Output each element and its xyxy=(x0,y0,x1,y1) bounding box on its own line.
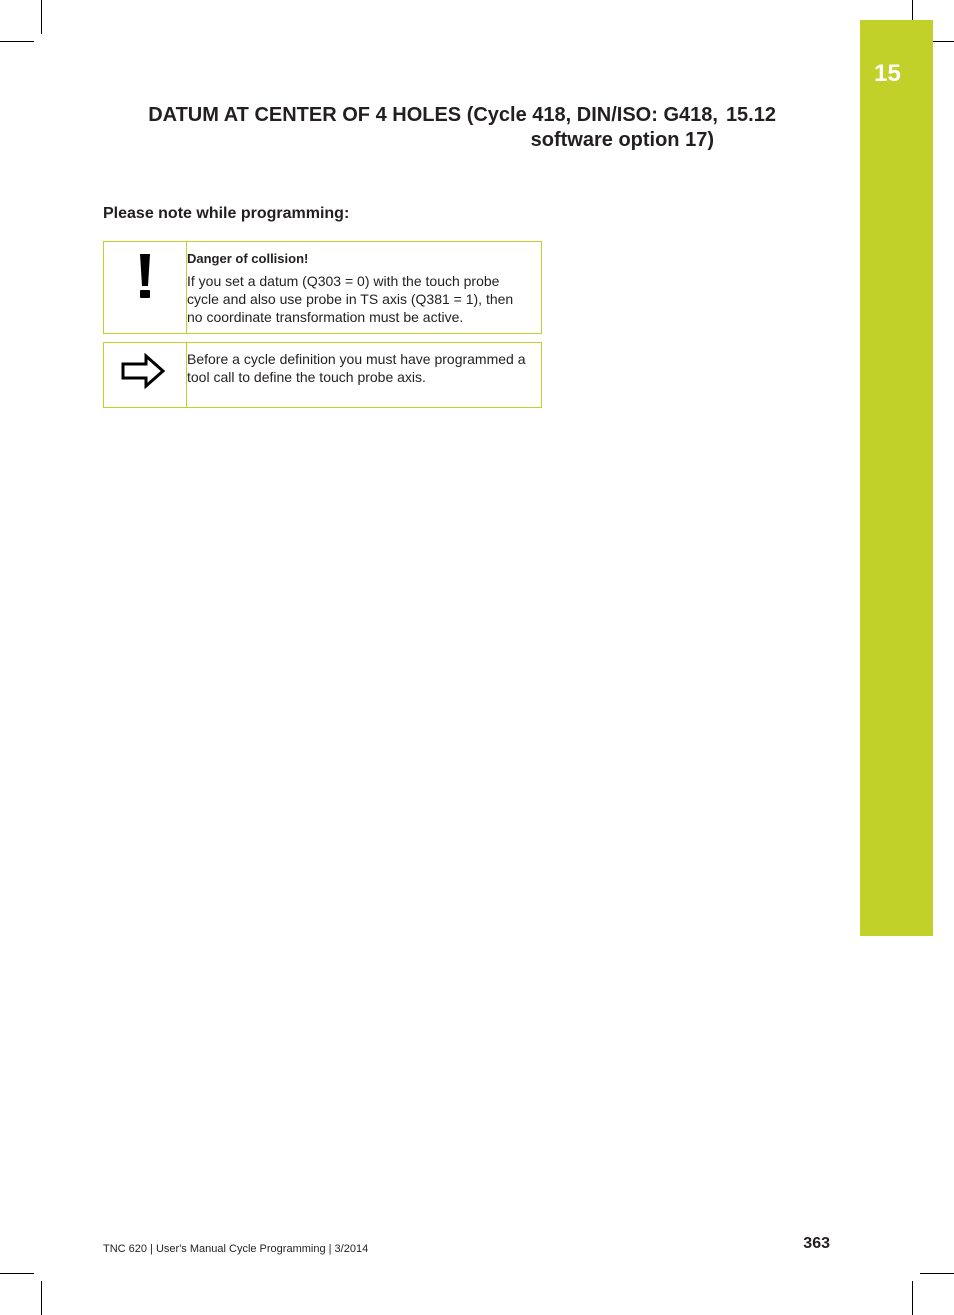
footer-text: TNC 620 | User's Manual Cycle Programming | 3/2014 xyxy=(103,1243,369,1255)
exclamation-icon xyxy=(135,252,155,300)
chapter-number: 15 xyxy=(874,60,901,87)
header-title: DATUM AT CENTER OF 4 HOLES (Cycle 418, DIN/ISO: G418, xyxy=(148,104,718,126)
warning-note xyxy=(103,241,542,334)
note-icon-cell xyxy=(104,242,187,334)
crop-mark xyxy=(920,1273,954,1274)
page-header xyxy=(148,103,776,153)
crop-mark xyxy=(41,1281,42,1315)
section-number: 15.12 xyxy=(725,104,776,126)
page-number: 363 xyxy=(803,1235,830,1252)
crop-mark xyxy=(0,1273,34,1274)
note-body: If you set a datum (Q303 = 0) with the touch probe cycle and also use probe in TS axis (Q381 = 1), then no coordinate transformation must be active. xyxy=(187,273,514,325)
crop-mark xyxy=(41,0,42,34)
note-content xyxy=(187,250,531,326)
arrow-right-icon xyxy=(121,353,167,389)
crop-mark xyxy=(0,41,34,42)
section-subheading: Please note while programming: xyxy=(103,205,350,222)
note-body: Before a cycle definition you must have programmed a tool call to define the touch probe axis. xyxy=(187,351,526,385)
note-title: Danger of collision! xyxy=(187,251,309,266)
info-note xyxy=(103,342,542,408)
crop-mark xyxy=(912,1281,913,1315)
note-content xyxy=(187,350,531,386)
note-icon-cell xyxy=(104,343,187,408)
chapter-tab xyxy=(860,20,933,936)
header-line-2: software option 17) xyxy=(530,129,714,151)
header-line-1 xyxy=(148,103,776,128)
